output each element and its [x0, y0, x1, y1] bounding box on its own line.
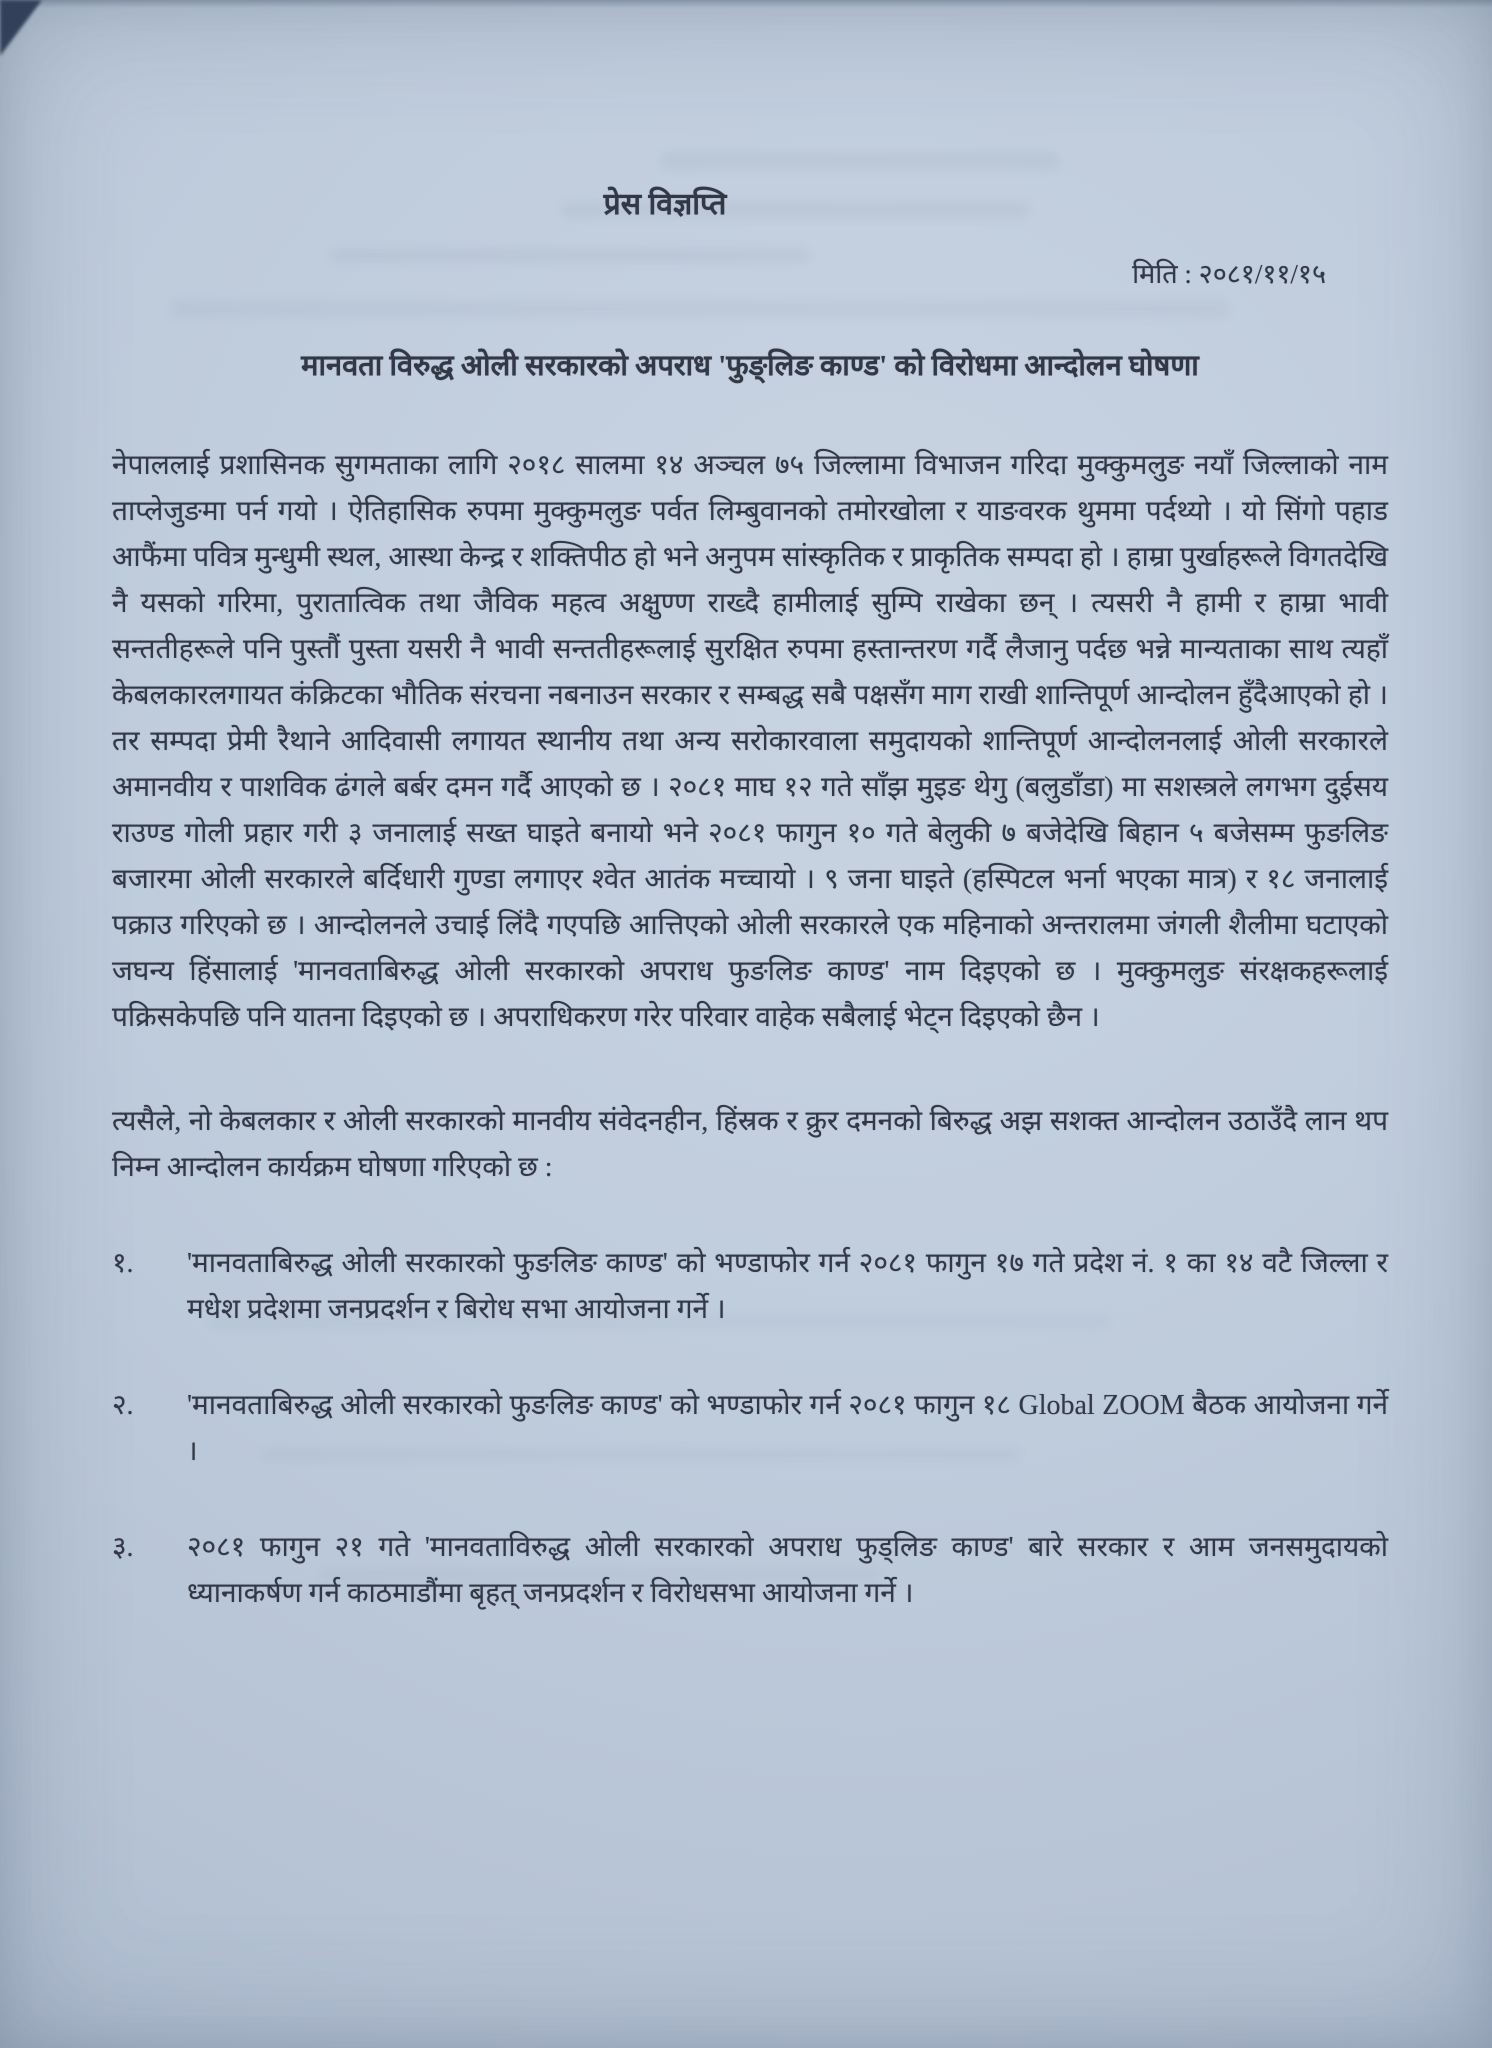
body-paragraph-2: त्यसैले, नो केबलकार र ओली सरकारको मानवीय संवेदनहीन, हिंस्रक र क्रुर दमनको बिरुद्ध अझ सशक्त आन्दोलन उठाउँदै लान थप निम्न आन्दोलन कार्यक्रम घोषणा गरिएको छ :	[112, 1106, 1388, 1183]
body-text	[112, 443, 1388, 1617]
page-corner-shadow	[0, 0, 42, 56]
list-item-1	[112, 1241, 1388, 1333]
ink-bleed-smudge	[660, 152, 1060, 170]
list-item-number: ३.	[112, 1532, 134, 1563]
document-content	[0, 185, 1492, 1617]
body-paragraph-1: नेपाललाई प्रशासिनक सुगमताका लागि २०१८ सालमा १४ अञ्चल ७५ जिल्लामा विभाजन गरिदा मुक्कुमलुङ नयाँ जिल्लाको नाम ताप्लेजुङमा पर्न गयो । ऐतिहासिक रुपमा मुक्कुमलुङ पर्वत लिम्बुवानको तमोरखोला र याङवरक थुममा पर्दथ्यो । यो सिंगो पहाड आफैंमा पवित्र मुन्धुमी स्थल, आस्था केन्द्र र शक्तिपीठ हो भने अनुपम सांस्कृतिक र प्राकृतिक सम्पदा हो । हाम्रा पुर्खाहरूले विगतदेखि नै यसको गरिमा, पुरातात्विक तथा जैविक महत्व अक्षुण्ण राख्दै हामीलाई सुम्पि राखेका छन् । त्यसरी नै हामी र हाम्रा भावी सन्ततीहरूले पनि पुस्तौं पुस्ता यसरी नै भावी सन्ततीहरूलाई सुरक्षित रुपमा हस्तान्तरण गर्दै लैजानु पर्दछ भन्ने मान्यताका साथ त्यहाँ केबलकारलगायत कंक्रिटका भौतिक संरचना नबनाउन सरकार र सम्बद्ध सबै पक्षसँग माग राखी शान्तिपूर्ण आन्दोलन हुँदैआएको हो । तर सम्पदा प्रेमी रैथाने आदिवासी लगायत स्थानीय तथा अन्य सरोकारवाला समुदायको शान्तिपूर्ण आन्दोलनलाई ओली सरकारले अमानवीय र पाशविक ढंगले बर्बर दमन गर्दै आएको छ । २०८१ माघ १२ गते साँझ मुइङ थेगु (बलुडाँडा) मा सशस्त्रले लगभग दुईसय राउण्ड गोली प्रहार गरी ३ जनालाई सख्त घाइते बनायो भने २०८१ फागुन १० गते बेलुकी ७ बजेदेखि बिहान ५ बजेसम्म फुङलिङ बजारमा ओली सरकारले बर्दिधारी गुण्डा लगाएर श्वेत आतंक मच्चायो । ९ जना घाइते (हस्पिटल भर्ना भएका मात्र) र १८ जनालाई पक्राउ गरिएको छ । आन्दोलनले उचाई लिंदै गएपछि आत्तिएको ओली सरकारले एक महिनाको अन्तरालमा जंगली शैलीमा घटाएको जघन्य हिंसालाई 'मानवताबिरुद्ध ओली सरकारको अपराध फुङलिङ काण्ड' नाम दिइएको छ । मुक्कुमलुङ संरक्षकहरूलाई पक्रिसकेपछि पनि यातना दिइएको छ । अपराधिकरण गरेर परिवार वाहेक सबैलाई भेट्न दिइएको छैन ।	[112, 450, 1388, 1033]
program-list	[112, 1241, 1388, 1617]
list-item-number: १.	[112, 1248, 134, 1279]
date-line: मिति : २०८१/११/१५	[1132, 259, 1326, 289]
list-item-text: 'मानवताबिरुद्ध ओली सरकारको फुङलिङ काण्ड' को भण्डाफोर गर्न २०८१ फागुन १८ Global ZOOM बैठक आयोजना गर्ने ।	[187, 1390, 1388, 1467]
press-release-title: प्रेस विज्ञप्ति	[603, 188, 727, 221]
list-item-text: २०८१ फागुन २१ गते 'मानवताविरुद्ध ओली सरकारको अपराध फुड्लिङ काण्ड' बारे सरकार र आम जनसमुदायको ध्यानाकर्षण गर्न काठमाडौंमा बृहत् जनप्रदर्शन र विरोधसभा आयोजना गर्ने ।	[187, 1532, 1388, 1609]
headline: मानवता विरुद्ध ओली सरकारको अपराध 'फुङ्लिङ काण्ड' को विरोधमा आन्दोलन घोषणा	[301, 350, 1199, 382]
photo-top-edge-shadow	[0, 0, 1492, 8]
list-item-number: २.	[112, 1390, 134, 1421]
list-item-3	[112, 1525, 1388, 1617]
list-item-2	[112, 1383, 1388, 1475]
list-item-text: 'मानवताबिरुद्ध ओली सरकारको फुङलिङ काण्ड' को भण्डाफोर गर्न २०८१ फागुन १७ गते प्रदेश नं. १ का १४ वटै जिल्ला र मधेश प्रदेशमा जनप्रदर्शन र बिरोध सभा आयोजना गर्ने ।	[187, 1248, 1388, 1325]
